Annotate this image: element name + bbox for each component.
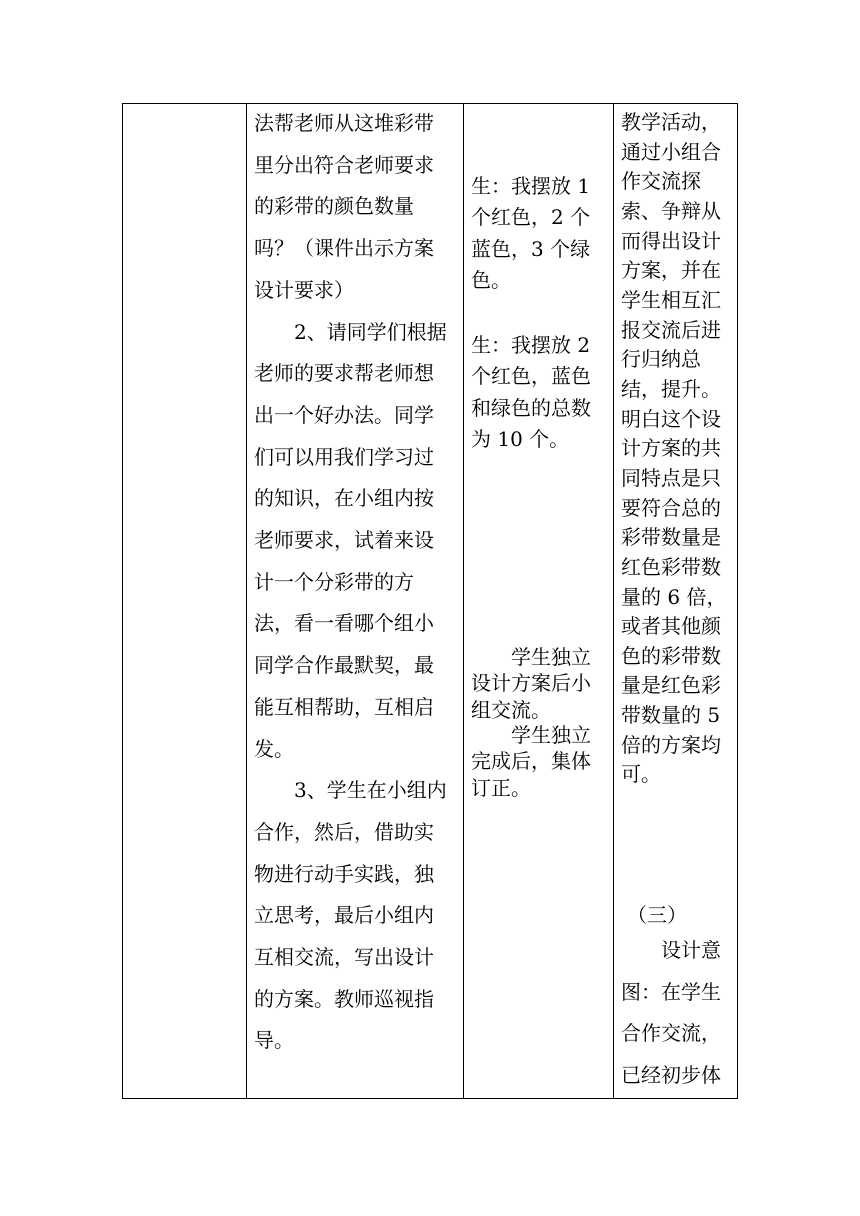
- text-line: 发。: [254, 736, 294, 761]
- column-divider: [463, 103, 464, 1099]
- text-line: 倍的方案均: [621, 732, 721, 757]
- text-line: 立思考，最后小组内: [254, 903, 434, 928]
- text-line: 报交流后进: [621, 317, 721, 342]
- text-line: 的知识，在小组内按: [254, 486, 434, 511]
- text-line: 个红色，2 个: [471, 205, 591, 230]
- text-line: 完成后，集体: [471, 749, 591, 774]
- text-line: 设计要求）: [254, 277, 354, 302]
- text-line: 生：我摆放 1: [471, 174, 591, 198]
- text-line: 可。: [621, 762, 661, 787]
- text-line: 组交流。: [471, 697, 551, 722]
- text-line: 色的彩带数: [621, 643, 721, 668]
- design-intent-cell: [621, 108, 735, 790]
- text-line: 作交流探: [621, 169, 701, 194]
- text-line: 出一个好办法。同学: [254, 402, 434, 427]
- text-line: 订正。: [471, 775, 531, 800]
- text-line: 老师的要求帮老师想: [254, 361, 434, 386]
- text-line: 法帮老师从这堆彩带: [254, 111, 434, 135]
- text-line: 通过小组合: [621, 139, 721, 164]
- text-line: 同学合作最默契，最: [254, 653, 434, 678]
- text-line: 个红色，蓝色: [471, 364, 591, 389]
- text-line: 的彩带的颜色数量: [254, 194, 414, 219]
- text-line: 教学活动，: [621, 110, 721, 134]
- text-line: 量是红色彩: [621, 673, 721, 698]
- text-line: 生：我摆放 2: [471, 333, 591, 357]
- text-line: 要符合总的: [621, 495, 721, 520]
- teacher-activity-cell: [254, 103, 460, 1062]
- text-line: 3、学生在小组内: [254, 778, 447, 803]
- text-line: 合作，然后，借助实: [254, 819, 434, 844]
- student-activity-block: [471, 171, 611, 297]
- text-line: 的方案。教师巡视指: [254, 986, 434, 1011]
- text-line: 计方案的共: [621, 436, 721, 461]
- design-intent-cell: [621, 900, 735, 1096]
- text-line: 已经初步体: [621, 1062, 721, 1087]
- text-line: 设计方案后小: [471, 671, 591, 696]
- text-line: 方案，并在: [621, 258, 721, 283]
- text-line: 里分出符合老师要求: [254, 152, 434, 177]
- text-line: 蓝色，3 个绿: [471, 236, 591, 261]
- text-line: 行归纳总: [621, 347, 701, 372]
- text-line: 和绿色的总数: [471, 395, 591, 420]
- column-divider: [246, 103, 247, 1099]
- text-line: 而得出设计: [621, 228, 721, 253]
- text-line: 们可以用我们学习过: [254, 444, 434, 469]
- column-divider: [613, 103, 614, 1099]
- text-line: 带数量的 5: [621, 703, 721, 728]
- text-line: 学生独立: [471, 645, 591, 669]
- text-line: 图：在学生: [621, 979, 721, 1004]
- text-line: 计一个分彩带的方: [254, 569, 414, 594]
- student-activity-block: [471, 722, 611, 801]
- section-heading: （三）: [627, 903, 687, 927]
- text-line: 吗？（课件出示方案: [254, 236, 434, 261]
- text-line: 明白这个设: [621, 406, 721, 431]
- text-line: 2、请同学们根据: [254, 319, 447, 344]
- text-line: 红色彩带数: [621, 554, 721, 579]
- text-line: 设计意: [621, 938, 721, 962]
- text-line: 合作交流，: [621, 1021, 721, 1045]
- text-line: 彩带数量是: [621, 525, 721, 550]
- text-line: 物进行动手实践，独: [254, 861, 434, 886]
- text-line: 为 10 个。: [471, 427, 570, 452]
- text-line: 同特点是只: [621, 465, 721, 490]
- text-line: 结，提升。: [621, 376, 721, 401]
- student-activity-block: [471, 330, 611, 456]
- text-line: 老师要求，试着来设: [254, 528, 434, 553]
- text-line: 能互相帮助，互相启: [254, 694, 434, 719]
- text-line: 学生相互汇: [621, 287, 721, 312]
- text-line: 索、争辩从: [621, 198, 721, 223]
- text-line: 法，看一看哪个组小: [254, 611, 434, 636]
- text-line: 导。: [254, 1028, 294, 1053]
- text-line: 互相交流，写出设计: [254, 945, 434, 970]
- text-line: 学生独立: [471, 723, 591, 747]
- text-line: 或者其他颜: [621, 614, 721, 639]
- text-line: 色。: [471, 268, 511, 293]
- text-line: 量的 6 倍，: [621, 584, 727, 609]
- student-activity-block: [471, 644, 611, 723]
